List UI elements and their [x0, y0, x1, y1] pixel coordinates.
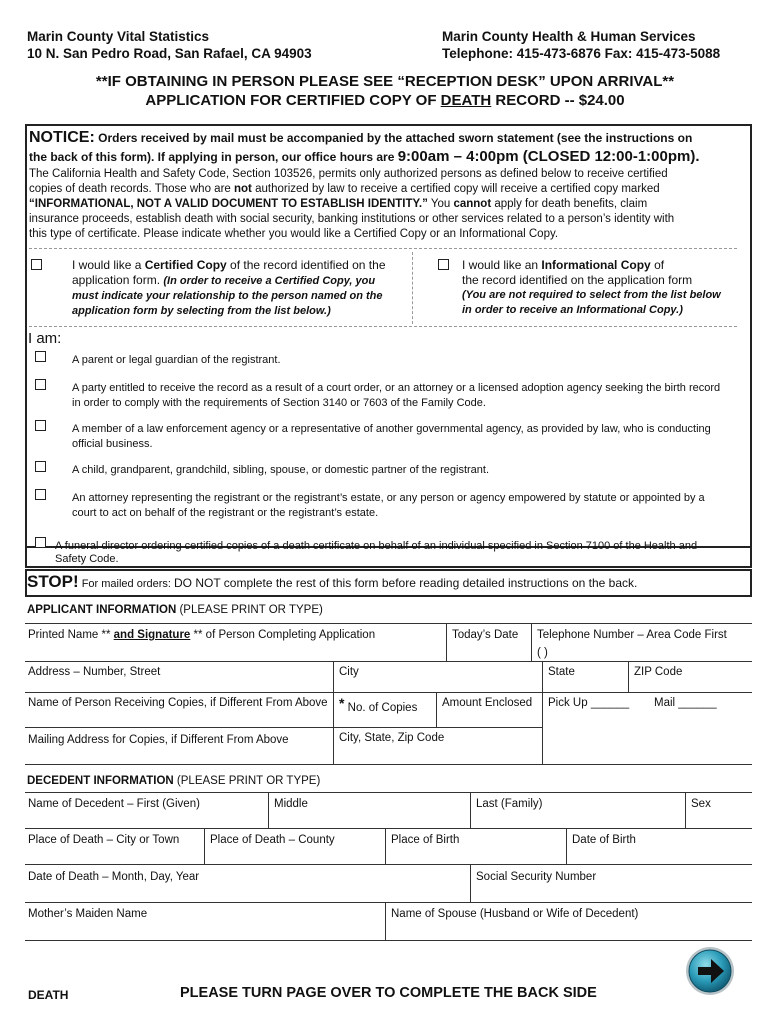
- mailing-address-field[interactable]: Mailing Address for Copies, if Different From Above: [28, 734, 289, 746]
- stop-a: For mailed orders:: [78, 578, 175, 590]
- decedent-section-title: [27, 775, 320, 787]
- funeral-1: A funeral director ordering certified copies of a death certificate on behalf of an individual specified in Section 7100 of the Health and: [55, 540, 698, 552]
- office-hours: 9:00am – 4:00pm (CLOSED 12:00-1:00pm).: [397, 148, 700, 165]
- law-enforcement-checkbox[interactable]: [35, 420, 46, 431]
- agency-name: Marin County Health & Human Services: [442, 29, 696, 44]
- notice-p2: [29, 182, 674, 197]
- i-am-label: I am:: [28, 330, 62, 347]
- certified-copy-checkbox[interactable]: [31, 259, 42, 270]
- notice-label: NOTICE:: [29, 129, 95, 146]
- place-of-birth-field[interactable]: Place of Birth: [391, 834, 460, 846]
- arrow-right-icon: [684, 945, 736, 997]
- printed-name-field[interactable]: [28, 628, 375, 642]
- col-rule: [385, 828, 386, 864]
- iam-law-2: official business.: [72, 438, 153, 450]
- informational-copy-option: [462, 258, 721, 318]
- certified-copy-option: [72, 258, 386, 319]
- place-of-death-county-field[interactable]: Place of Death – County: [210, 834, 335, 846]
- pn-c: ** of Person Completing Application: [190, 629, 376, 641]
- decedent-middle-name-field[interactable]: Middle: [274, 798, 308, 810]
- pn-a: Printed Name **: [28, 629, 114, 641]
- decedent-first-name-field[interactable]: Name of Decedent – First (Given): [28, 798, 200, 810]
- notice-p2b: not: [234, 183, 252, 195]
- cert-f: must indicate your relationship to the person named on the: [72, 290, 383, 302]
- date-of-death-field[interactable]: Date of Death – Month, Day, Year: [28, 871, 200, 883]
- col-rule: [333, 661, 334, 764]
- form-title-a: APPLICATION FOR CERTIFIED COPY OF: [145, 92, 441, 109]
- telephone-area-code: ( ): [537, 647, 548, 659]
- col-rule: [531, 623, 532, 661]
- iam-attorney-2: court to act on behalf of the registrant or the registrant’s estate.: [72, 507, 379, 519]
- info-e: (You are not required to select from the list below: [462, 289, 721, 301]
- divider: [29, 326, 737, 327]
- copies-asterisk: *: [339, 695, 345, 711]
- divider: [29, 248, 737, 249]
- rule: [25, 864, 752, 865]
- iam-law-1: A member of a law enforcement agency or a representative of another governmental agency, as provided by law, who is conducting: [72, 423, 711, 435]
- col-rule: [436, 692, 437, 727]
- funeral-director-checkbox[interactable]: [35, 537, 46, 548]
- city-state-zip-field[interactable]: City, State, Zip Code: [339, 732, 445, 744]
- col-rule: [566, 828, 567, 864]
- col-rule: [685, 792, 686, 828]
- rule: [25, 623, 752, 624]
- iam-parent: A parent or legal guardian of the registrant.: [72, 354, 281, 366]
- receiving-name-field[interactable]: Name of Person Receiving Copies, if Different From Above: [28, 697, 328, 709]
- informational-copy-checkbox[interactable]: [438, 259, 449, 270]
- notice-paragraph: [29, 167, 674, 242]
- form-title: [0, 92, 770, 109]
- notice-line2: [29, 148, 700, 165]
- notice-text1: Orders received by mail must be accompanied by the attached sworn statement (see the instructions on: [94, 131, 693, 145]
- cert-c: of the record identified on the: [226, 258, 386, 272]
- col-rule: [268, 792, 269, 828]
- agency-contact: [442, 28, 720, 62]
- cert-e: (In order to receive a Certified Copy, you: [163, 275, 376, 287]
- info-b: Informational Copy: [541, 258, 651, 272]
- rule: [25, 902, 752, 903]
- cert-a: I would like a: [72, 258, 145, 272]
- amount-field[interactable]: Amount Enclosed: [442, 697, 533, 709]
- stop-label: STOP!: [27, 572, 79, 591]
- copies-label: No. of Copies: [344, 702, 418, 714]
- iam-attorney-1: An attorney representing the registrant or the registrant’s estate, or any person or agency empowered by statute or appointed by a: [72, 492, 705, 504]
- family-member-checkbox[interactable]: [35, 461, 46, 472]
- mail-option[interactable]: Mail ______: [654, 697, 717, 709]
- notice-p3a: “INFORMATIONAL, NOT A VALID DOCUMENT TO ESTABLISH IDENTITY.”: [29, 198, 428, 210]
- pn-b: and Signature: [113, 629, 191, 641]
- ssn-field[interactable]: Social Security Number: [476, 871, 597, 883]
- applicant-title: APPLICANT INFORMATION: [27, 604, 177, 616]
- rule: [25, 940, 752, 941]
- choice-divider: [412, 252, 413, 324]
- rule: [25, 828, 752, 829]
- date-of-birth-field[interactable]: Date of Birth: [572, 834, 636, 846]
- stop-b: DO NOT complete the rest of this form before reading detailed instructions on the back.: [174, 576, 638, 590]
- form-title-price: RECORD -- $24.00: [491, 92, 625, 109]
- notice-p2c: authorized by law to receive a certified copy will receive a certified copy marked: [251, 183, 660, 195]
- rule: [25, 727, 542, 728]
- decedent-note: (PLEASE PRINT OR TYPE): [173, 775, 321, 787]
- state-field[interactable]: State: [548, 666, 575, 678]
- rule: [25, 661, 752, 662]
- turn-page-instruction: PLEASE TURN PAGE OVER TO COMPLETE THE BACK SIDE: [180, 985, 597, 1001]
- notice-p2a: copies of death records. Those who are: [29, 183, 234, 195]
- in-person-notice: **IF OBTAINING IN PERSON PLEASE SEE “RECEPTION DESK” UPON ARRIVAL**: [95, 73, 675, 90]
- rule: [25, 692, 752, 693]
- decedent-sex-field[interactable]: Sex: [691, 798, 711, 810]
- next-page-button[interactable]: [684, 945, 736, 997]
- form-title-death: DEATH: [440, 92, 492, 109]
- agency-phone: Telephone: 415-473-6876 Fax: 415-473-5088: [442, 46, 721, 61]
- notice-p3c: cannot: [453, 198, 492, 210]
- notice-p4: insurance proceeds, establish death with social security, banking institutions or other services related to a person’s identity with: [29, 213, 675, 225]
- cert-d: application form.: [72, 273, 164, 287]
- address-field[interactable]: Address – Number, Street: [28, 666, 161, 678]
- office-street: 10 N. San Pedro Road, San Rafael, CA 94903: [27, 46, 312, 61]
- iam-family: A child, grandparent, grandchild, sibling, spouse, or domestic partner of the registrant.: [72, 464, 490, 476]
- info-a: I would like an: [462, 258, 542, 272]
- todays-date-field[interactable]: Today’s Date: [452, 629, 519, 641]
- zip-field[interactable]: ZIP Code: [634, 666, 683, 678]
- col-rule: [204, 828, 205, 864]
- stop-line: [27, 572, 637, 592]
- col-rule: [446, 623, 447, 661]
- form-type-label: DEATH: [28, 988, 69, 1002]
- col-rule: [385, 902, 386, 940]
- spouse-name-field[interactable]: Name of Spouse (Husband or Wife of Decedent): [391, 908, 639, 920]
- office-address: [27, 28, 312, 62]
- applicant-section-title: [27, 604, 323, 616]
- cert-line2: [72, 273, 386, 289]
- iam-court-order-1: A party entitled to receive the record as a result of a court order, or an attorney or a licensed adoption agency seeking the birth record: [72, 382, 721, 394]
- copies-field[interactable]: [339, 696, 417, 712]
- office-name: Marin County Vital Statistics: [27, 29, 210, 44]
- iam-court-order-2: in order to comply with the requirements of Section 3140 or 7603 of the Family Code.: [72, 397, 486, 409]
- parent-guardian-checkbox[interactable]: [35, 351, 46, 362]
- notice-p5: this type of certificate. Please indicate whether you would like a Certified Copy or an Informational Copy.: [29, 228, 559, 240]
- col-rule: [628, 661, 629, 692]
- mothers-maiden-name-field[interactable]: Mother’s Maiden Name: [28, 908, 148, 920]
- place-of-death-city-field[interactable]: Place of Death – City or Town: [28, 834, 180, 846]
- col-rule: [542, 661, 543, 764]
- telephone-field[interactable]: Telephone Number – Area Code First: [537, 629, 727, 641]
- cert-g: application form by selecting from the list below.): [72, 305, 331, 317]
- applicant-note: (PLEASE PRINT OR TYPE): [176, 604, 323, 616]
- notice-p1: The California Health and Safety Code, Section 103526, permits only authorized persons as defined below to receive certified: [29, 168, 668, 180]
- city-field[interactable]: City: [339, 666, 359, 678]
- pickup-option[interactable]: Pick Up ______: [548, 697, 630, 709]
- funeral-2: Safety Code.: [55, 553, 119, 565]
- info-f: in order to receive an Informational Copy.): [462, 304, 683, 316]
- notice-p3: [29, 197, 674, 212]
- cert-b: Certified Copy: [144, 258, 227, 272]
- rule: [25, 792, 752, 793]
- decedent-last-name-field[interactable]: Last (Family): [476, 798, 543, 810]
- decedent-title: DECEDENT INFORMATION: [27, 775, 174, 787]
- col-rule: [470, 792, 471, 828]
- notice-line1: [29, 129, 692, 147]
- notice-p3b: You: [427, 198, 454, 210]
- notice-text2: the back of this form). If applying in person, our office hours are: [29, 150, 398, 164]
- info-d: the record identified on the application form: [462, 273, 693, 287]
- court-order-checkbox[interactable]: [35, 379, 46, 390]
- cert-line1: [72, 258, 386, 273]
- info-line1: [462, 258, 721, 273]
- rule: [25, 764, 752, 765]
- col-rule: [470, 864, 471, 902]
- attorney-checkbox[interactable]: [35, 489, 46, 500]
- notice-p3d: apply for death benefits, claim: [491, 198, 648, 210]
- info-c: of: [650, 258, 665, 272]
